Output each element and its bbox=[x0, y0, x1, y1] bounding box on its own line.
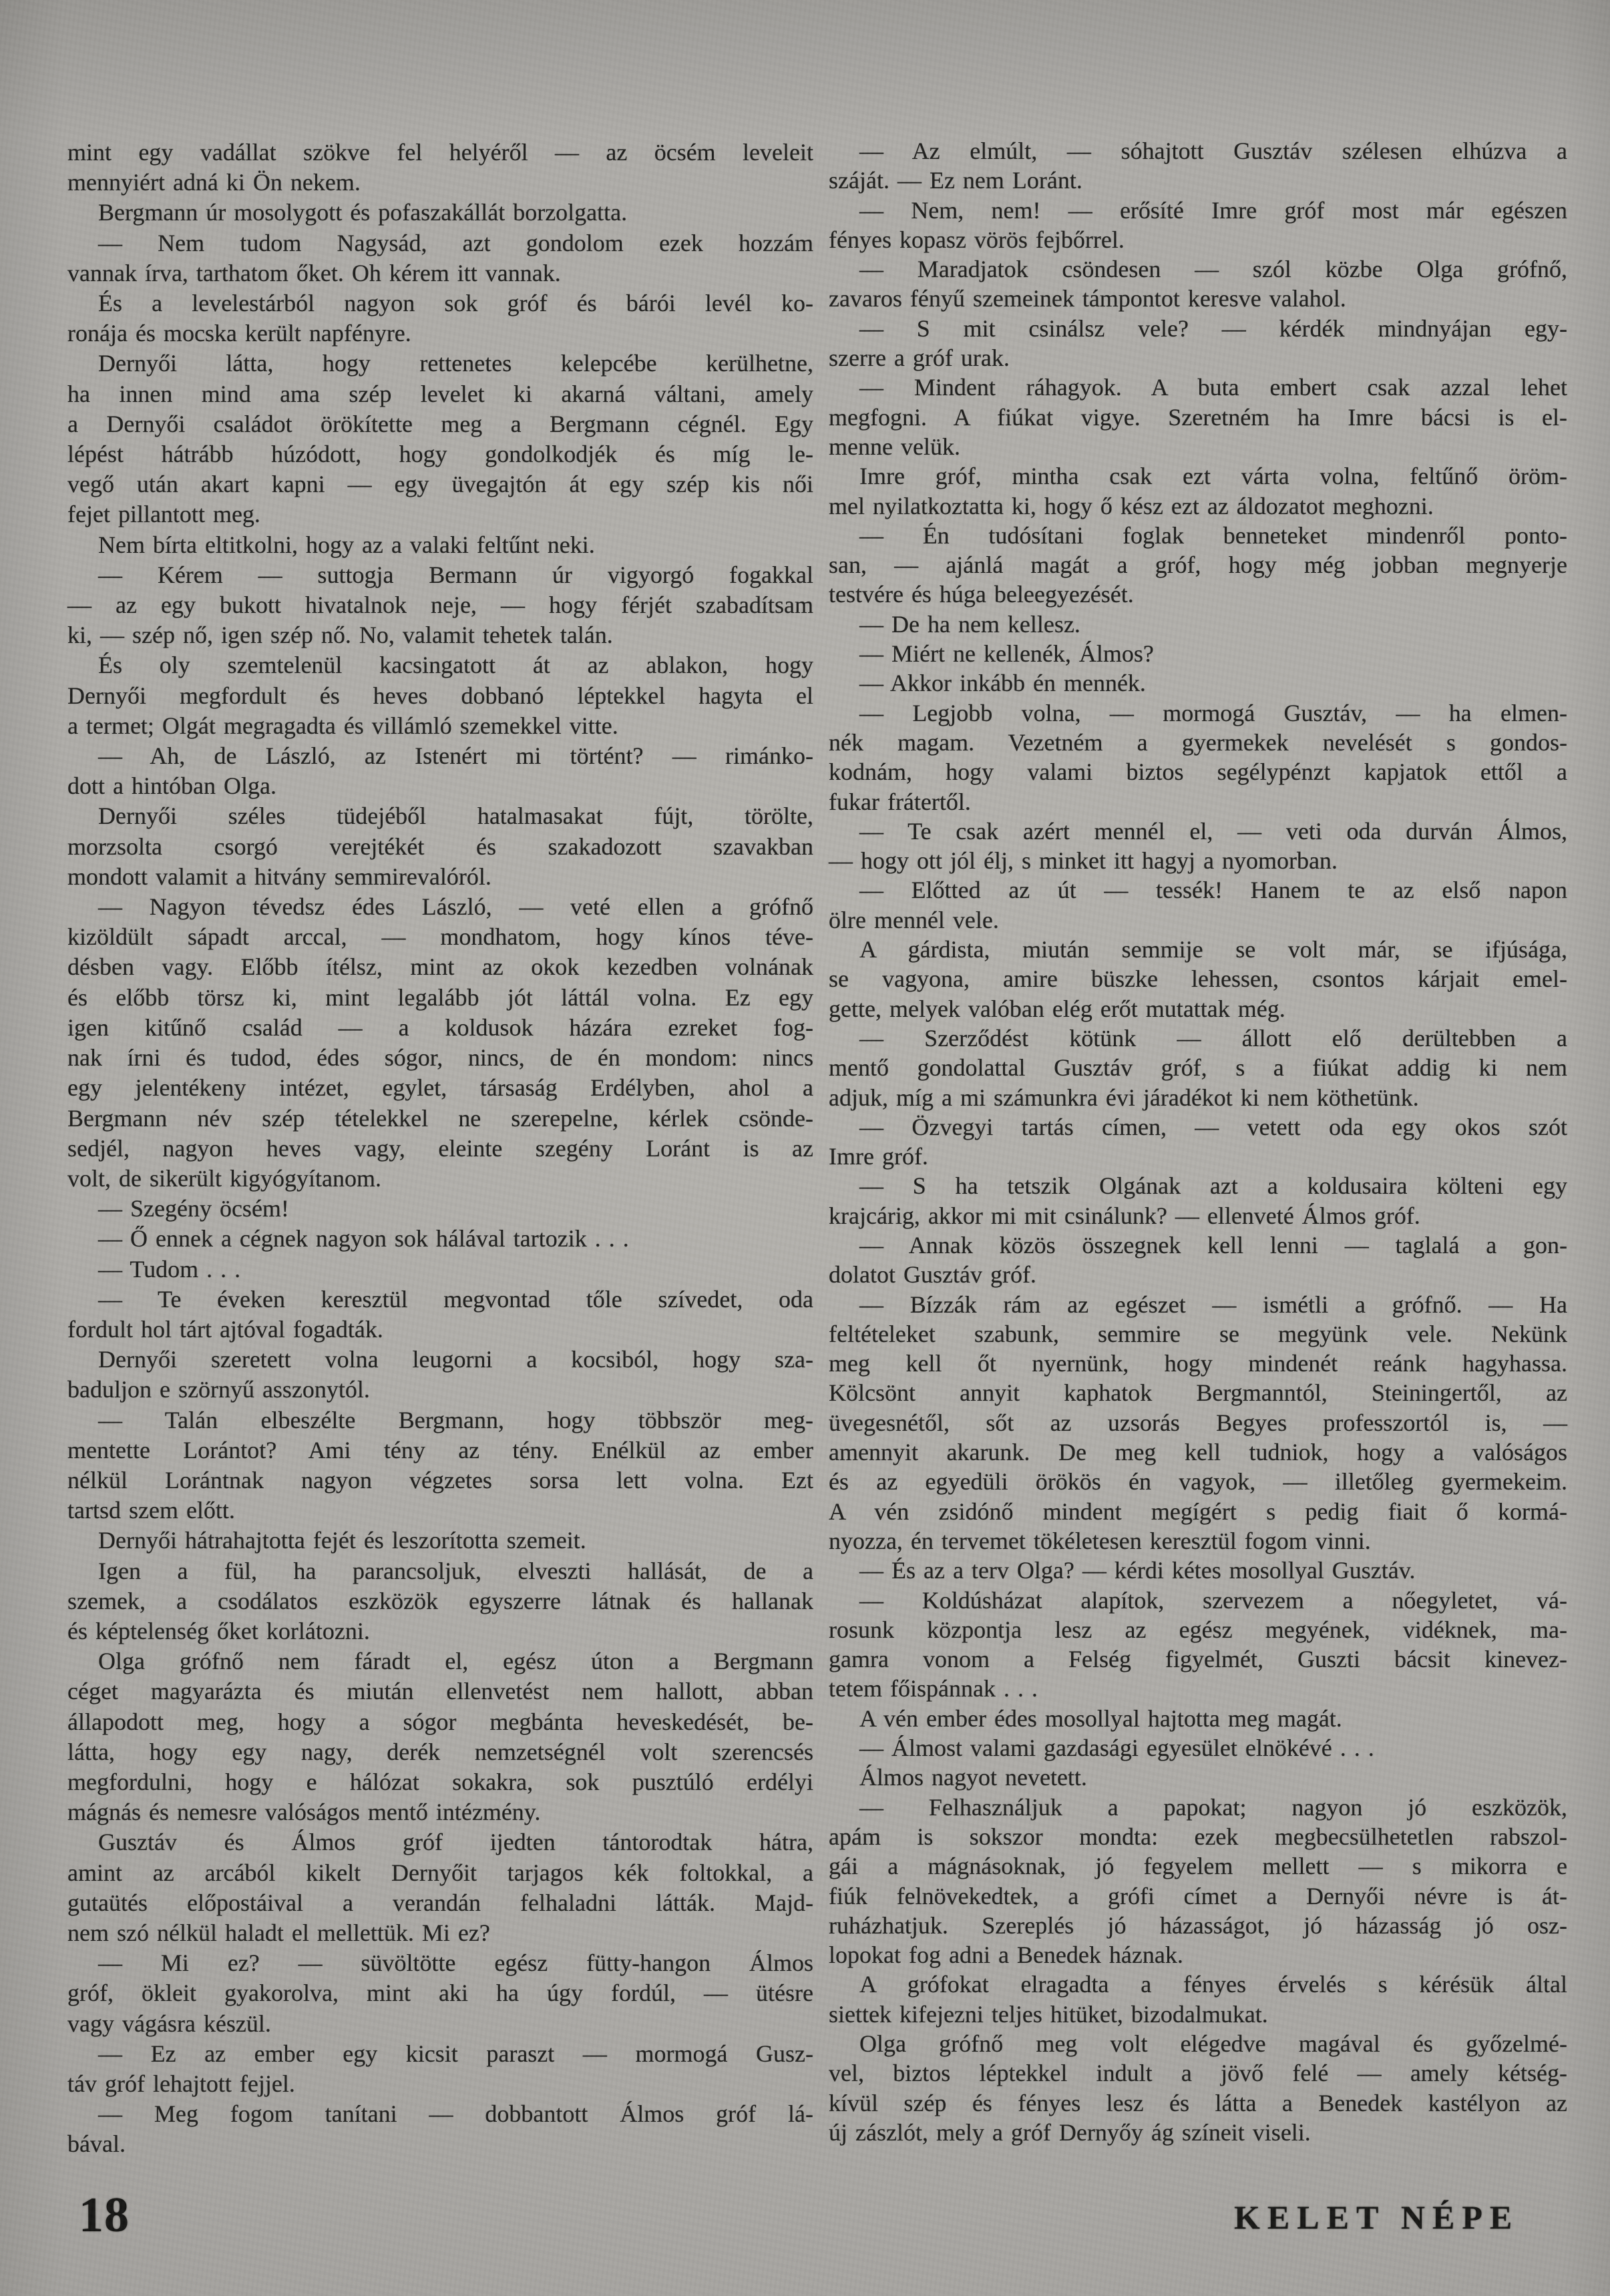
text-line: a Dernyői családot örökítette meg a Bergmann cégnél. Egy bbox=[67, 410, 813, 437]
page-number: 18 bbox=[79, 2188, 130, 2243]
text-line: désben vagy. Előbb ítélsz, mint az okok kezedben volnának bbox=[67, 953, 813, 981]
text-line: Dernyői megfordult és heves dobbanó léptekkel hagyta el bbox=[67, 682, 813, 709]
text-line: új zászlót, mely a gróf Dernyőy ág színeit viseli. bbox=[829, 2118, 1311, 2146]
text-line: — Akkor inkább én mennék. bbox=[859, 670, 1146, 697]
text-line: — Mi ez? — süvöltötte egész fütty-hangon Álmos bbox=[98, 1949, 813, 1977]
text-line: Imre gróf. bbox=[829, 1143, 928, 1170]
text-line: rosunk központja lesz az egész megyének, vidéknek, ma- bbox=[829, 1616, 1567, 1643]
text-line: — S ha tetszik Olgának azt a koldusaira költeni egy bbox=[859, 1172, 1567, 1200]
text-line: — De ha nem kellesz. bbox=[859, 610, 1080, 638]
text-line: a termet; Olgát megragadta és villámló szemekkel vitte. bbox=[67, 712, 618, 739]
text-line: gutaütés előpostáival a verandán felhaladni látták. Majd- bbox=[67, 1889, 813, 1916]
text-line: gette, melyek valóban elég erőt mutattak még. bbox=[829, 995, 1285, 1022]
text-line: Olga grófnő meg volt elégedve magával és győzelmé- bbox=[859, 2030, 1567, 2057]
text-line: megfordulni, hogy e hálózat sokakra, sok pusztúló erdélyi bbox=[67, 1768, 813, 1795]
text-line: gái a mágnásoknak, jó fegyelem mellett — s mikorra e bbox=[829, 1853, 1567, 1880]
text-line: — Felhasználjuk a papokat; nagyon jó eszközök, bbox=[859, 1793, 1567, 1821]
text-line: mentő gondolattal Gusztáv gróf, s a fiúkat addig ki nem bbox=[829, 1054, 1567, 1082]
text-line: — Az elmúlt, — sóhajtott Gusztáv szélesen elhúzva a bbox=[859, 138, 1567, 164]
text-line: siettek kifejezni teljes hitüket, bizodalmukat. bbox=[829, 2000, 1268, 2028]
text-line: volt, de sikerült kigyógyítanom. bbox=[67, 1164, 381, 1192]
text-line: — Nem, nem! — erősíté Imre gróf most már egészen bbox=[859, 196, 1567, 224]
text-line: kodnám, hogy valami biztos segélypénzt kapjatok ettől a bbox=[829, 758, 1567, 786]
text-line: — És az a terv Olga? — kérdi kétes mosollyal Gusztáv. bbox=[859, 1557, 1416, 1584]
text-line: — Tudom . . . bbox=[98, 1255, 241, 1283]
text-line: dott a hintóban Olga. bbox=[67, 772, 276, 800]
text-line: gróf, ökleit gyakorolva, mint aki ha úgy fordúl, — ütésre bbox=[67, 1980, 813, 2007]
text-line: nem szó nélkül haladt el mellettük. Mi ez? bbox=[67, 1919, 490, 1946]
text-line: adjuk, míg a mi számunkra évi járadékot ki nem köthetünk. bbox=[829, 1084, 1419, 1111]
text-line: látta, hogy egy nagy, derék nemzetségnél volt szerencsés bbox=[67, 1738, 813, 1765]
text-line: lopokat fog adni a Benedek háznak. bbox=[829, 1941, 1183, 1969]
text-line: üvegesnétől, sőt az uzsorás Begyes professzortól is, — bbox=[829, 1409, 1567, 1436]
text-line: zavaros fényű szemeinek támpontot keresve valahol. bbox=[829, 285, 1346, 312]
text-line: — Szegény öcsém! bbox=[98, 1195, 289, 1222]
text-line: Kölcsönt annyit kaphatok Bergmanntól, Steiningertől, az bbox=[829, 1379, 1567, 1407]
text-line: nyozza, én tervemet tökéletesen keresztül fogom vinni. bbox=[829, 1527, 1371, 1554]
text-line: testvére és húga beleegyezését. bbox=[829, 581, 1134, 608]
text-line: ruházhatjuk. Szereplés jó házasságot, jó házasság jó osz- bbox=[829, 1911, 1567, 1939]
text-line: A vén zsidónő mindent megígért s pedig fiait ő kormá- bbox=[829, 1498, 1567, 1525]
text-line: egy jelentékeny intézet, egylet, társaság Erdélyben, ahol a bbox=[67, 1074, 813, 1102]
text-line: morzsolta csorgó verejtékét és szakadozott szavakban bbox=[67, 833, 813, 860]
text-line: apám is sokszor mondta: ezek megbecsülhetetlen rabszol- bbox=[829, 1823, 1567, 1850]
text-line: És a levelestárból nagyon sok gróf és bárói levél ko- bbox=[98, 290, 813, 317]
text-line: megfogni. A fiúkat vigye. Szeretném ha Imre bácsi is el- bbox=[829, 403, 1567, 431]
text-line: ki, — szép nő, igen szép nő. No, valamit tehetek talán. bbox=[67, 622, 613, 649]
text-line: — Meg fogom tanítani — dobbantott Álmos gróf lá- bbox=[98, 2100, 813, 2128]
text-line: szerre a gróf urak. bbox=[829, 345, 1010, 372]
text-line: — Mindent ráhagyok. A buta embert csak azzal lehet bbox=[859, 374, 1567, 401]
text-line: vegő után akart kapni — egy üvegajtón át egy szép kis női bbox=[67, 471, 813, 498]
text-line: mennyiért adná ki Ön nekem. bbox=[67, 169, 361, 196]
text-line: nak írni és tudod, édes sógor, nincs, de én mondom: nincs bbox=[67, 1044, 813, 1072]
text-line: mondott valamit a hitvány semmirevalóról. bbox=[67, 863, 491, 890]
text-line: — Szerződést kötünk — állott elő derültebben a bbox=[859, 1024, 1567, 1052]
text-line: A vén ember édes mosollyal hajtotta meg magát. bbox=[859, 1704, 1342, 1732]
text-line: — Bízzák rám az egészet — ismétli a grófnő. — Ha bbox=[859, 1291, 1567, 1318]
text-line: ölre mennél vele. bbox=[829, 906, 999, 933]
text-line: Dernyői szeretett volna leugorni a kocsiból, hogy sza- bbox=[98, 1346, 813, 1373]
text-line: Igen a fül, ha parancsoljuk, elveszti hallását, de a bbox=[98, 1557, 813, 1584]
text-line: és előbb törsz ki, mint legalább jót láttál volna. Ez egy bbox=[67, 983, 813, 1011]
text-line: állapodott meg, hogy a sógor megbánta heveskedését, be- bbox=[67, 1708, 813, 1735]
text-line: — hogy ott jól élj, s minket itt hagyj a nyomorban. bbox=[829, 847, 1338, 875]
text-line: meg kell őt nyernünk, hogy mindenét reánk hagyhassa. bbox=[829, 1350, 1567, 1377]
text-line: mágnás és nemesre valóságos mentő intézmény. bbox=[67, 1799, 541, 1826]
text-line: sedjél, nagyon heves vagy, eleinte szegény Loránt is az bbox=[67, 1134, 813, 1162]
text-line: — Annak közös összegnek kell lenni — taglalá a gon- bbox=[859, 1231, 1567, 1258]
text-line: — Nagyon tévedsz édes László, — veté ellen a grófnő bbox=[98, 893, 813, 921]
text-line: szemek, a csodálatos eszközök egyszerre látnak és hallanak bbox=[67, 1587, 813, 1614]
text-line: san, — ajánlá magát a gróf, hogy még jobban megnyerje bbox=[829, 551, 1567, 579]
text-line: Bergmann úr mosolygott és pofaszakállát borzolgatta. bbox=[98, 199, 628, 226]
text-line: Imre gróf, mintha csak ezt várta volna, feltűnő öröm- bbox=[859, 463, 1567, 490]
text-line: amint az arcából kikelt Dernyőit tarjagos kék foltokkal, a bbox=[67, 1859, 813, 1886]
text-line: vel, biztos léptekkel indult a jövő felé — amely kétség- bbox=[829, 2060, 1567, 2087]
text-line: nék magam. Vezetném a gyermekek nevelését s gondos- bbox=[829, 728, 1567, 756]
text-line: Álmos nagyot nevetett. bbox=[859, 1764, 1087, 1791]
text-line: — S mit csinálsz vele? — kérdék mindnyájan egy- bbox=[859, 314, 1567, 342]
text-line: lépést hátrább húzódott, hogy gondolkodjék és míg le- bbox=[67, 441, 813, 468]
text-line: — Kérem — suttogja Bermann úr vigyorgó fogakkal bbox=[98, 561, 813, 588]
text-line: tartsd szem előtt. bbox=[67, 1497, 235, 1524]
text-line: mint egy vadállat szökve fel helyéről — az öcsém leveleit bbox=[67, 139, 813, 166]
text-line: vannak írva, tarthatom őket. Oh kérem itt vannak. bbox=[67, 259, 561, 286]
text-line: — Koldúsházat alapítok, szervezem a nőegyletet, vá- bbox=[859, 1586, 1567, 1614]
text-line: Nem bírta eltitkolni, hogy az a valaki feltűnt neki. bbox=[98, 531, 595, 558]
text-line: — Te csak azért mennél el, — veti oda durván Álmos, bbox=[859, 817, 1567, 845]
text-line: — Ő ennek a cégnek nagyon sok hálával tartozik . . . bbox=[98, 1225, 629, 1252]
text-line: ronája és mocska került napfényre. bbox=[67, 320, 411, 347]
text-line: krajcárig, akkor mi mit csinálunk? — ellenveté Álmos gróf. bbox=[829, 1202, 1420, 1229]
text-line: — Előtted az út — tessék! Hanem te az első napon bbox=[859, 877, 1567, 904]
text-line: Bergmann név szép tételekkel ne szerepelne, kérlek csönde- bbox=[67, 1104, 813, 1132]
text-line: — Talán elbeszélte Bergmann, hogy többször meg- bbox=[98, 1406, 813, 1433]
text-line: Gusztáv és Álmos gróf ijedten tántorodtak hátra, bbox=[98, 1829, 813, 1856]
text-line: ha innen mind ama szép levelet ki akarná váltani, amely bbox=[67, 380, 813, 407]
text-line: — Maradjatok csöndesen — szól közbe Olga grófnő, bbox=[859, 256, 1567, 283]
text-line: A gárdista, miután semmije se volt már, se ifjúsága, bbox=[859, 936, 1567, 963]
text-line: igen kitűnő család — a koldusok házára ezreket fog- bbox=[67, 1013, 813, 1041]
text-line: fényes kopasz vörös fejbőrrel. bbox=[829, 226, 1125, 253]
right-text-column bbox=[829, 136, 1567, 2147]
text-line: — Te éveken keresztül megvontad tőle szívedet, oda bbox=[98, 1285, 813, 1313]
text-line: — Ez az ember egy kicsit paraszt — mormogá Gusz- bbox=[98, 2040, 813, 2067]
text-line: vagy vágásra készül. bbox=[67, 2010, 271, 2037]
text-line: kizöldült sápadt arccal, — mondhatom, hogy kínos téve- bbox=[67, 923, 813, 951]
text-line: és az egyedüli örökös én vagyok, — illetőleg gyermekeim. bbox=[829, 1468, 1567, 1496]
text-line: Dernyői látta, hogy rettenetes kelepcébe kerülhetne, bbox=[98, 350, 813, 377]
text-line: Olga grófnő nem fáradt el, egész úton a Bergmann bbox=[98, 1648, 813, 1675]
text-line: és képtelenség őket korlátozni. bbox=[67, 1617, 370, 1644]
text-line: — Miért ne kellenék, Álmos? bbox=[859, 640, 1154, 668]
text-line: céget magyarázta és miután ellenvetést nem hallott, abban bbox=[67, 1678, 813, 1705]
text-line: — Özvegyi tartás címen, — vetett oda egy okos szót bbox=[859, 1113, 1567, 1140]
text-line: mel nyilatkoztatta ki, hogy ő kész ezt az áldozatot meghozni. bbox=[829, 492, 1434, 519]
text-line: tetem főispánnak . . . bbox=[829, 1675, 1038, 1702]
text-line: mentette Lorántot? Ami tény az tény. Enélkül az ember bbox=[67, 1436, 813, 1463]
text-line: száját. — Ez nem Loránt. bbox=[829, 167, 1082, 194]
text-line: fejet pillantott meg. bbox=[67, 501, 260, 528]
journal-title: KELET NÉPE bbox=[1234, 2199, 1520, 2236]
text-line: És oly szemtelenül kacsingatott át az ablakon, hogy bbox=[98, 652, 813, 679]
text-line: — Legjobb volna, — mormogá Gusztáv, — ha elmen- bbox=[859, 699, 1567, 726]
text-line: amennyit akarunk. De meg kell tudniok, hogy a valóságos bbox=[829, 1439, 1567, 1466]
text-line: táv gróf lehajtott fejjel. bbox=[67, 2070, 295, 2097]
text-line: Dernyői széles tüdejéből hatalmasakat fújt, törölte, bbox=[98, 802, 813, 830]
text-line: Dernyői hátrahajtotta fejét és leszorította szemeit. bbox=[98, 1527, 586, 1554]
text-line: menne velük. bbox=[829, 433, 960, 460]
left-text-column bbox=[67, 138, 813, 2160]
text-line: gamra vonom a Felség figyelmét, Guszti bácsit kinevez- bbox=[829, 1646, 1567, 1673]
text-line: se vagyona, amire büszke lehessen, csontos kárjait emel- bbox=[829, 965, 1567, 993]
text-line: fordult hol tárt ajtóval fogadták. bbox=[67, 1315, 383, 1343]
text-line: — Nem tudom Nagysád, azt gondolom ezek hozzám bbox=[98, 229, 813, 256]
text-line: baduljon e szörnyű asszonytól. bbox=[67, 1376, 370, 1403]
text-line: fiúk felnövekedtek, a grófi címet a Dernyői névre is át- bbox=[829, 1882, 1567, 1909]
text-line: — az egy bukott hivatalnok neje, — hogy férjét szabadítsam bbox=[67, 592, 813, 619]
text-line: — Álmost valami gazdasági egyesület elnökévé . . . bbox=[859, 1735, 1374, 1762]
text-line: dolatot Gusztáv gróf. bbox=[829, 1261, 1036, 1289]
text-line: bával. bbox=[67, 2130, 126, 2158]
text-line: — Én tudósítani foglak benneteket mindenről ponto- bbox=[859, 521, 1567, 549]
text-line: — Ah, de László, az Istenért mi történt? — rimánko- bbox=[98, 742, 813, 770]
text-line: A grófokat elragadta a fényes érvelés s kérésük által bbox=[859, 1971, 1567, 1998]
text-line: nélkül Lorántnak nagyon végzetes sorsa lett volna. Ezt bbox=[67, 1466, 813, 1494]
text-line: feltételeket szabunk, semmire se megyünk vele. Nekünk bbox=[829, 1320, 1567, 1347]
text-line: fukar frátertől. bbox=[829, 788, 971, 815]
text-line: kívül szép és fényes lesz és látta a Benedek kastélyon az bbox=[829, 2089, 1567, 2116]
